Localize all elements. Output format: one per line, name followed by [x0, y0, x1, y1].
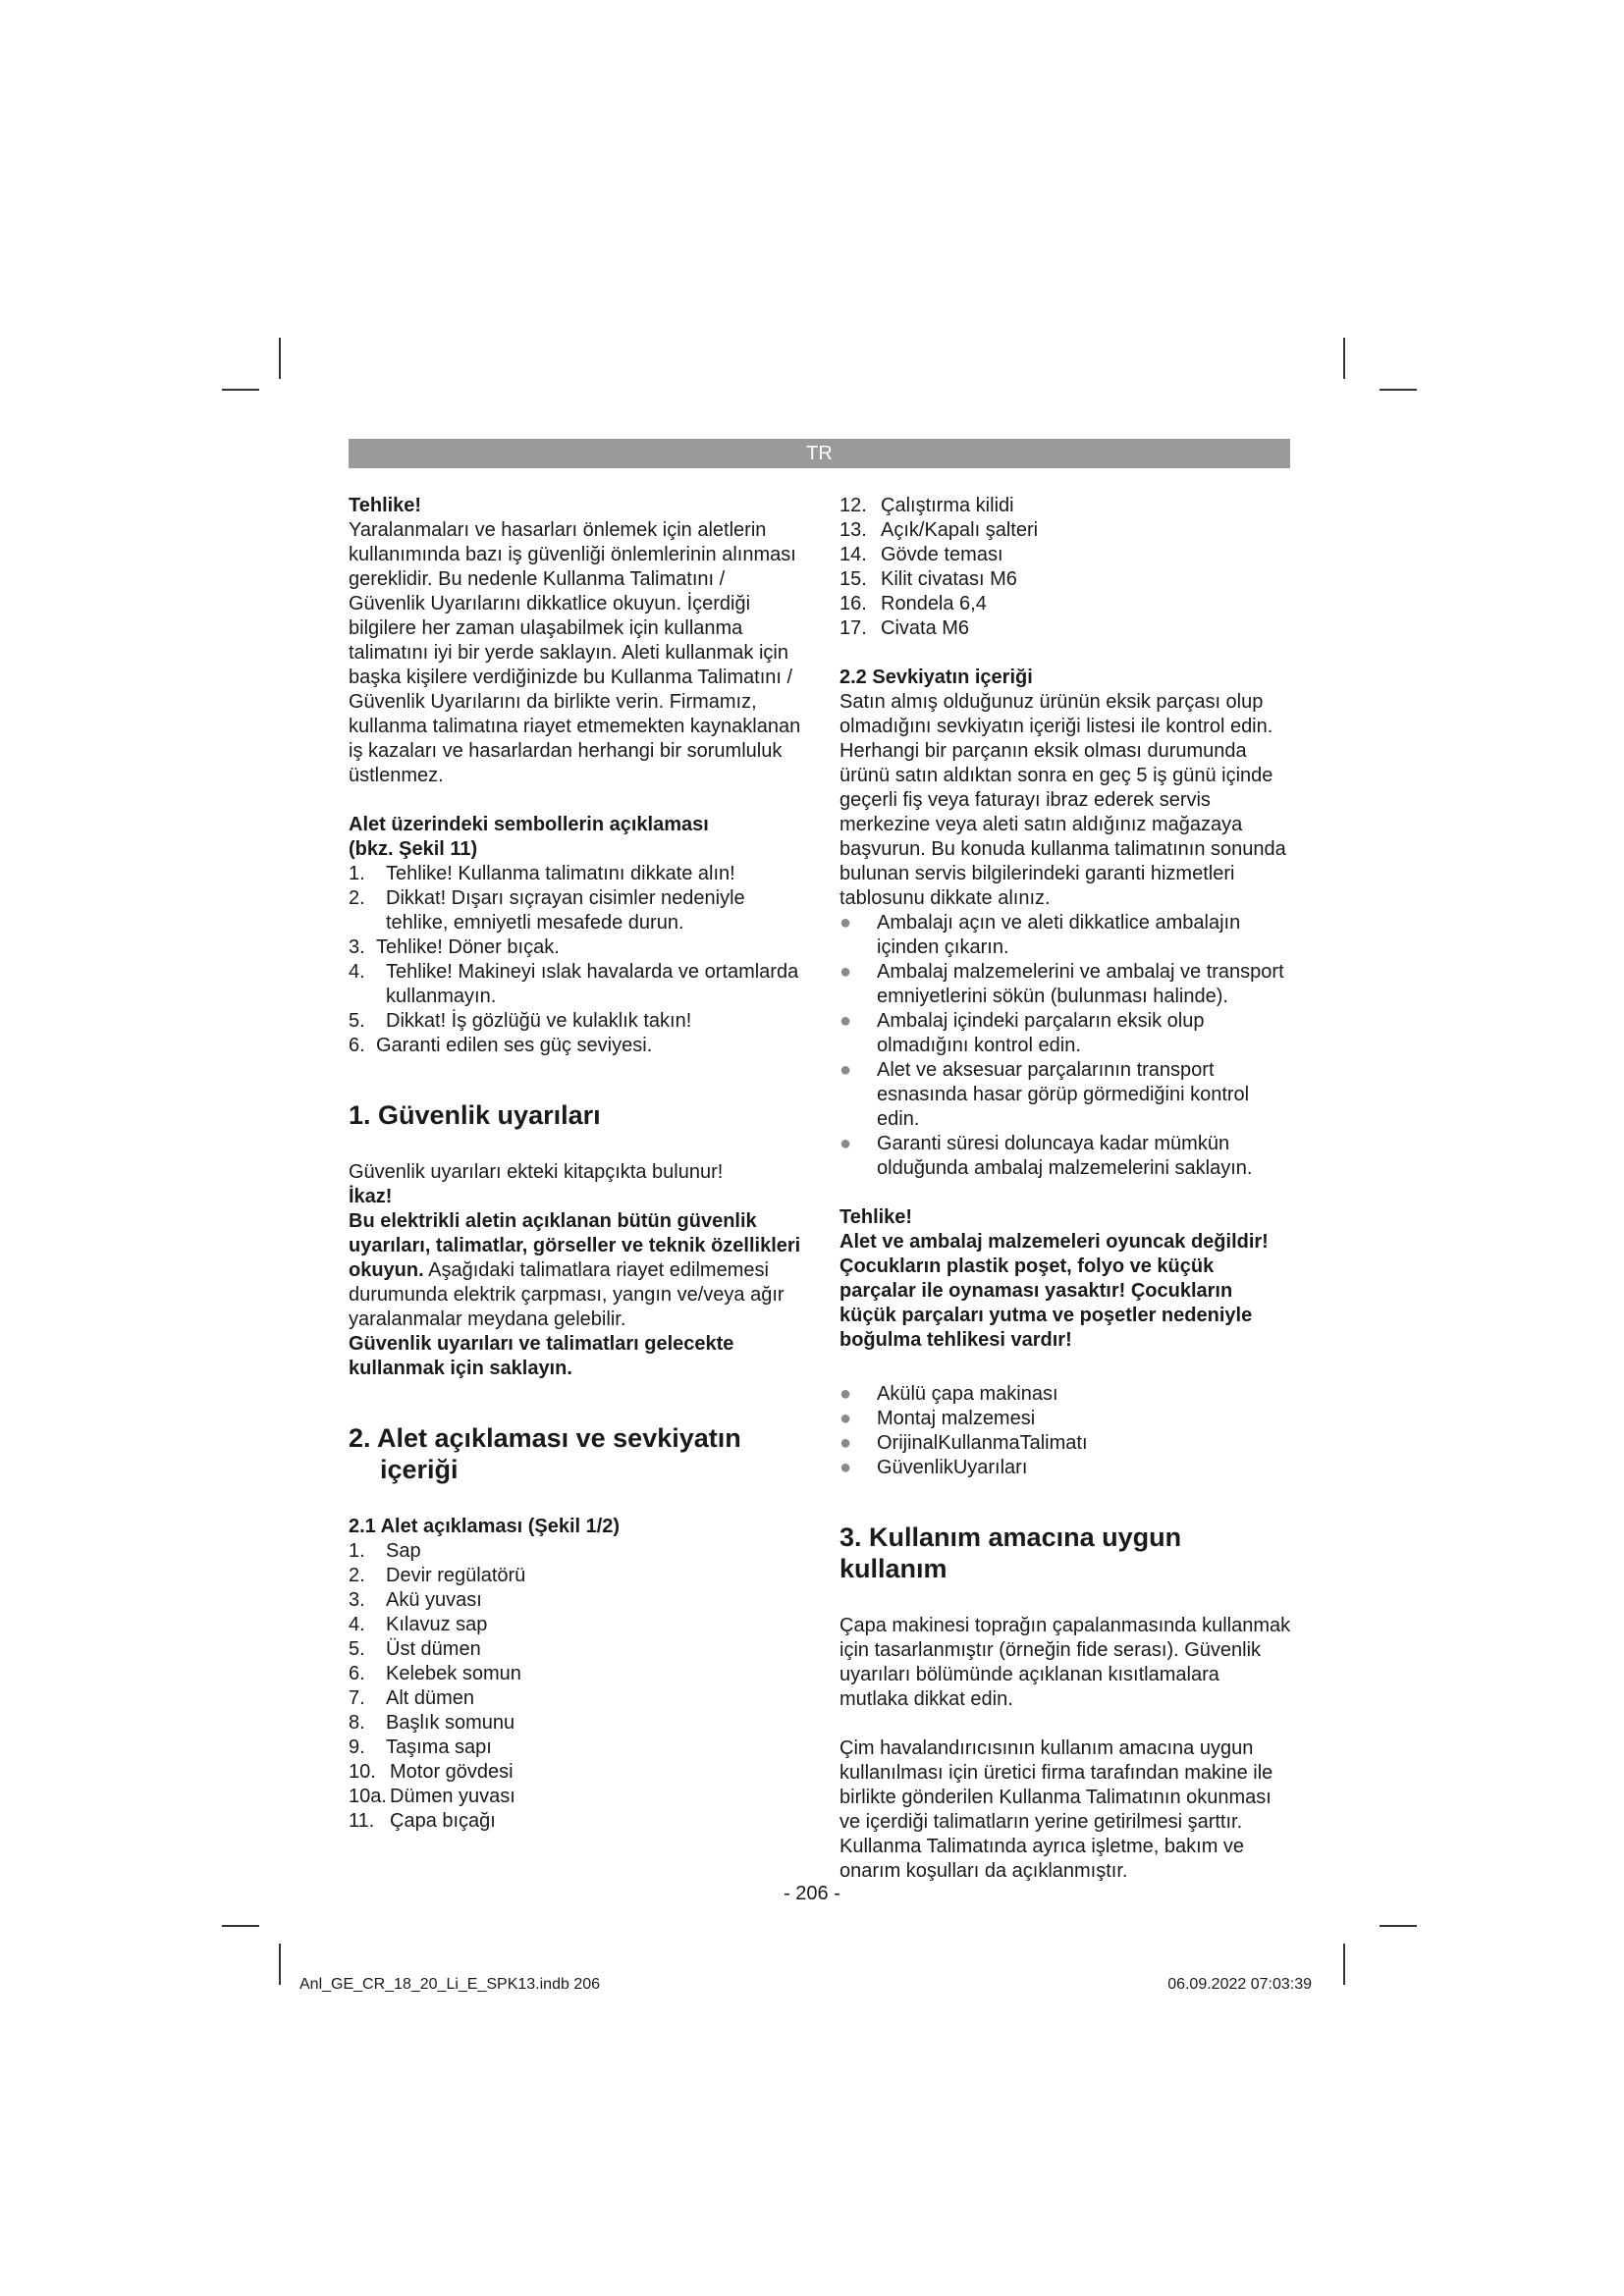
crop-mark: [1380, 389, 1417, 391]
list-item: 15. Kilit civatası M6: [839, 568, 1017, 590]
list-item: 10. Motor gövdesi: [349, 1761, 514, 1783]
section-1-title: 1. Güvenlik uyarıları: [349, 1100, 601, 1130]
list-item: 6. Kelebek somun: [349, 1663, 521, 1684]
list-item: ● Ambalajı açın ve aleti dikkatlice ambalajın içinden çıkarın.: [839, 912, 1241, 958]
list-item: 6. Garanti edilen ses güç seviyesi.: [349, 1035, 653, 1056]
list-item: 10a. Dümen yuvası: [349, 1786, 515, 1807]
warning-title: İkaz!: [349, 1186, 393, 1207]
footer-timestamp: 06.09.2022 07:03:39: [1167, 1976, 1312, 1993]
list-item: 7. Alt dümen: [349, 1687, 475, 1709]
bullet-icon: ●: [839, 961, 852, 983]
section-1-text: Güvenlik uyarıları ekteki kitapçıkta bulunur!: [349, 1161, 724, 1183]
crop-mark: [279, 338, 281, 379]
right-column: [839, 494, 1293, 1884]
contents-list: [839, 1382, 1293, 1480]
danger-2-text: Alet ve ambalaj malzemeleri oyuncak değildir! Çocukların plastik poşet, folyo ve küçük parçalar ile oynaması yasaktır! Çocukların küçük parçaları yutma ve poşetler nedeniyle boğulma tehlikesi vardır!: [839, 1231, 1269, 1351]
danger-title: Tehlike!: [349, 495, 422, 516]
list-item: ● GüvenlikUyarıları: [839, 1457, 1028, 1478]
crop-mark: [279, 1944, 281, 1985]
crop-mark: [222, 389, 259, 391]
crop-mark: [1380, 1925, 1417, 1927]
list-item: ● Ambalaj malzemelerini ve ambalaj ve transport emniyetlerini sökün (bulunması halinde).: [839, 961, 1284, 1007]
list-item: 3. Akü yuvası: [349, 1589, 482, 1611]
list-item: 11. Çapa bıçağı: [349, 1810, 496, 1832]
list-item: 9. Taşıma sapı: [349, 1736, 492, 1758]
parts-list: [349, 1539, 802, 1834]
bullet-icon: ●: [839, 1408, 852, 1429]
list-item: 1. Sap: [349, 1540, 421, 1562]
section-2-title: 2. Alet açıklaması ve sevkiyatın içeriği: [349, 1423, 741, 1484]
bullet-icon: ●: [839, 1383, 852, 1405]
list-item: ● Akülü çapa makinası: [839, 1383, 1058, 1405]
section-2-2-title: 2.2 Sevkiyatın içeriği: [839, 667, 1033, 688]
list-item: 5. Üst dümen: [349, 1638, 481, 1660]
parts-list-continued: [839, 494, 1293, 641]
list-item: 17. Civata M6: [839, 617, 970, 639]
section-3-title: 3. Kullanım amacına uygun kullanım: [839, 1522, 1182, 1583]
section-2-2-text: Satın almış olduğunuz ürünün eksik parçası olup olmadığını sevkiyatın içeriği listesi ile kontrol edin. Herhangi bir parçanın eksik olması durumunda ürünü satın aldıktan sonra en geç 5 iş günü içinde geçerli fiş veya faturayı ibraz ederek servis merkezine veya aleti satın aldığınız mağazaya başvurun. Bu konuda kullanma talimatının sonunda bulunan servis bilgilerindeki garanti hizmetleri tablosunu dikkate alınız.: [839, 691, 1286, 909]
crop-mark: [222, 1925, 259, 1927]
symbols-title-ref: (bkz. Şekil 11): [349, 838, 478, 860]
section-1-save-note: Güvenlik uyarıları ve talimatları gelecekte kullanmak için saklayın.: [349, 1333, 734, 1379]
list-item: ● Garanti süresi doluncaya kadar mümkün olduğunda ambalaj malzemelerini saklayın.: [839, 1133, 1253, 1179]
language-header: TR: [349, 439, 1290, 468]
bullet-icon: ●: [839, 1457, 852, 1478]
danger-text: Yaralanmaları ve hasarları önlemek için aletlerin kullanımında bazı iş güvenliği önlemlerinin alınması gereklidir. Bu nedenle Kullanma Talimatını / Güvenlik Uyarılarını dikkatlice okuyun. İçerdiği bilgilere her zaman ulaşabilmek için kullanma talimatını iyi bir yerde saklayın. Aleti kullanmak için başka kişilere verdiğinizde bu Kullanma Talimatını / Güvenlik Uyarılarını da birlikte verin. Firmamız, kullanma talimatına riayet etmemekten kaynaklanan iş kazaları ve hasarlardan herhangi bir sorumluluk üstlenmez.: [349, 519, 801, 786]
crop-mark: [1343, 338, 1345, 379]
unpack-list: [839, 911, 1293, 1181]
symbols-list: [349, 862, 802, 1058]
bullet-icon: ●: [839, 1010, 852, 1032]
footer-filename: Anl_GE_CR_18_20_Li_E_SPK13.indb 206: [299, 1976, 601, 1993]
section-1-warning-text: Bu elektrikli aletin açıklanan bütün güvenlik uyarıları, talimatlar, görseller ve teknik özellikleri okuyun. Aşağıdaki talimatlara riayet edilmemesi durumunda elektrik çarpması, yangın ve/veya ağır yaralanmalar meydana gelebilir.: [349, 1210, 801, 1330]
list-item: ● Montaj malzemesi: [839, 1408, 1036, 1429]
list-item: 4. Kılavuz sap: [349, 1614, 488, 1635]
section-3-text-2: Çim havalandırıcısının kullanım amacına uygun kullanılması için üretici firma tarafından makine ile birlikte gönderilen Kullanma Talimatının okunması ve içerdiği talimatların yerine getirilmesi şarttır. Kullanma Talimatında ayrıca işletme, bakım ve onarım koşulları da açıklanmıştır.: [839, 1737, 1273, 1882]
list-item: 2. Devir regülatörü: [349, 1565, 526, 1586]
list-item: 1. Tehlike! Kullanma talimatını dikkate alın!: [349, 863, 735, 884]
list-item: 12. Çalıştırma kilidi: [839, 495, 1014, 516]
list-item: ● OrijinalKullanmaTalimatı: [839, 1432, 1088, 1454]
bullet-icon: ●: [839, 1059, 852, 1081]
bullet-icon: ●: [839, 1133, 852, 1154]
list-item: 16. Rondela 6,4: [839, 593, 987, 614]
page-number: - 206 -: [784, 1883, 840, 1904]
section-3-text-1: Çapa makinesi toprağın çapalanmasında kullanmak için tasarlanmıştır (örneğin fide serası). Güvenlik uyarıları bölümünde açıklanan kısıtlamalara mutlaka dikkat edin.: [839, 1615, 1291, 1710]
danger-2-title: Tehlike!: [839, 1206, 913, 1228]
list-item: ● Ambalaj içindeki parçaların eksik olup olmadığını kontrol edin.: [839, 1010, 1205, 1056]
section-2-1-title: 2.1 Alet açıklaması (Şekil 1/2): [349, 1516, 621, 1537]
bullet-icon: ●: [839, 912, 852, 934]
list-item: 8. Başlık somunu: [349, 1712, 515, 1734]
list-item: 5. Dikkat! İş gözlüğü ve kulaklık takın!: [349, 1010, 692, 1032]
symbols-title: Alet üzerindeki sembollerin açıklaması: [349, 814, 709, 835]
list-item: 3. Tehlike! Döner bıçak.: [349, 936, 560, 958]
list-item: 4. Tehlike! Makineyi ıslak havalarda ve ortamlarda kullanmayın.: [349, 961, 799, 1007]
bullet-icon: ●: [839, 1432, 852, 1454]
crop-mark: [1343, 1944, 1345, 1985]
list-item: ● Alet ve aksesuar parçalarının transport esnasında hasar görüp görmediğini kontrol edin.: [839, 1059, 1250, 1130]
list-item: 14. Gövde teması: [839, 544, 1003, 565]
list-item: 2. Dikkat! Dışarı sıçrayan cisimler nedeniyle tehlike, emniyetli mesafede durun.: [349, 887, 745, 934]
list-item: 13. Açık/Kapalı şalteri: [839, 519, 1039, 541]
left-column: [349, 494, 802, 1834]
